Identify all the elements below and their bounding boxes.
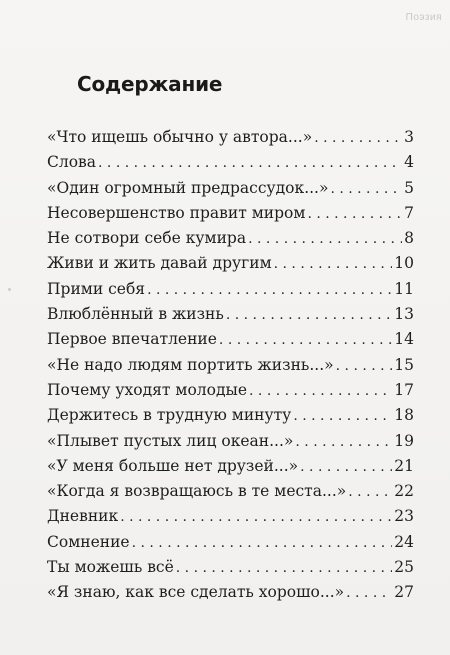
toc-page-number: 19 [394, 431, 414, 450]
dot-leader [98, 151, 402, 176]
toc-page-number: 18 [394, 406, 414, 425]
paper-speck [8, 288, 11, 291]
dot-leader [226, 303, 392, 328]
toc-entry-title: Слова [47, 153, 97, 172]
toc-entry [47, 277, 414, 302]
toc-page-number: 4 [404, 153, 414, 172]
dot-leader [336, 354, 393, 379]
toc-entry-title: Сомнение [47, 532, 130, 551]
dot-leader [300, 455, 392, 480]
toc-entry [47, 378, 414, 403]
toc-entry [47, 251, 414, 276]
toc-page-number: 21 [394, 456, 414, 475]
dot-leader [176, 556, 392, 581]
toc-entry [47, 226, 414, 251]
toc-page-number: 13 [394, 305, 414, 324]
table-of-contents [47, 125, 414, 606]
toc-entry-title: Почему уходят молодые [47, 380, 248, 399]
dot-leader [274, 252, 393, 277]
dot-leader [346, 581, 392, 606]
toc-entry-title: Дневник [47, 507, 119, 526]
toc-entry [47, 555, 414, 580]
dot-leader [330, 177, 402, 202]
toc-entry [47, 454, 414, 479]
dot-leader [132, 531, 393, 556]
dot-leader [307, 202, 402, 227]
toc-entry-title: «Один огромный предрассудок...» [47, 178, 329, 197]
toc-page-number: 15 [394, 355, 414, 374]
toc-page-number: 10 [394, 254, 414, 273]
dot-leader [295, 430, 392, 455]
toc-page-number: 25 [394, 558, 414, 577]
toc-entry [47, 530, 414, 555]
toc-entry-title: Влюблённый в жизнь [47, 305, 224, 324]
toc-entry-title: Первое впечатление [47, 330, 217, 349]
page-title: Содержание [77, 72, 223, 96]
toc-entry-title: «Я знаю, как все сделать хорошо...» [47, 583, 345, 602]
toc-page-number: 8 [404, 229, 414, 248]
running-header: Поэзия [405, 12, 442, 23]
toc-page-number: 5 [404, 178, 414, 197]
toc-entry [47, 302, 414, 327]
toc-entry [47, 580, 414, 605]
toc-entry-title: «У меня больше нет друзей...» [47, 456, 299, 475]
toc-entry-title: «Что ищешь обычно у автора...» [47, 128, 313, 146]
toc-page-number: 27 [394, 583, 414, 602]
toc-page-number: 24 [394, 532, 414, 551]
toc-entry-title: Прими себя [47, 279, 146, 298]
dot-leader [348, 480, 392, 505]
toc-page-number: 14 [394, 330, 414, 349]
toc-entry [47, 150, 414, 175]
toc-entry-title: Несовершенство правит миром [47, 203, 306, 222]
toc-entry-title: «Не надо людям портить жизнь...» [47, 355, 334, 374]
toc-page-number: 11 [394, 279, 414, 298]
toc-entry [47, 403, 414, 428]
toc-entry [47, 125, 414, 150]
dot-leader [120, 505, 392, 530]
toc-page-number: 17 [394, 380, 414, 399]
dot-leader [293, 404, 392, 429]
toc-page-number: 3 [404, 128, 414, 146]
toc-entry [47, 176, 414, 201]
dot-leader [314, 126, 402, 151]
dot-leader [248, 227, 402, 252]
toc-entry-title: «Плывет пустых лиц океан...» [47, 431, 294, 450]
toc-entry [47, 353, 414, 378]
toc-page-number: 23 [394, 507, 414, 526]
toc-entry-title: Держитесь в трудную минуту [47, 406, 292, 425]
toc-entry [47, 429, 414, 454]
toc-entry [47, 327, 414, 352]
toc-entry-title: Не сотвори себе кумира [47, 229, 247, 248]
dot-leader [147, 278, 392, 303]
toc-entry [47, 479, 414, 504]
dot-leader [219, 328, 392, 353]
toc-entry [47, 504, 414, 529]
toc-entry-title: «Когда я возвращаюсь в те места...» [47, 482, 347, 501]
toc-entry [47, 201, 414, 226]
toc-entry-title: Ты можешь всё [47, 558, 174, 577]
toc-entry-title: Живи и жить давай другим [47, 254, 272, 273]
toc-page-number: 22 [394, 482, 414, 501]
toc-page-number: 7 [404, 203, 414, 222]
dot-leader [249, 379, 392, 404]
